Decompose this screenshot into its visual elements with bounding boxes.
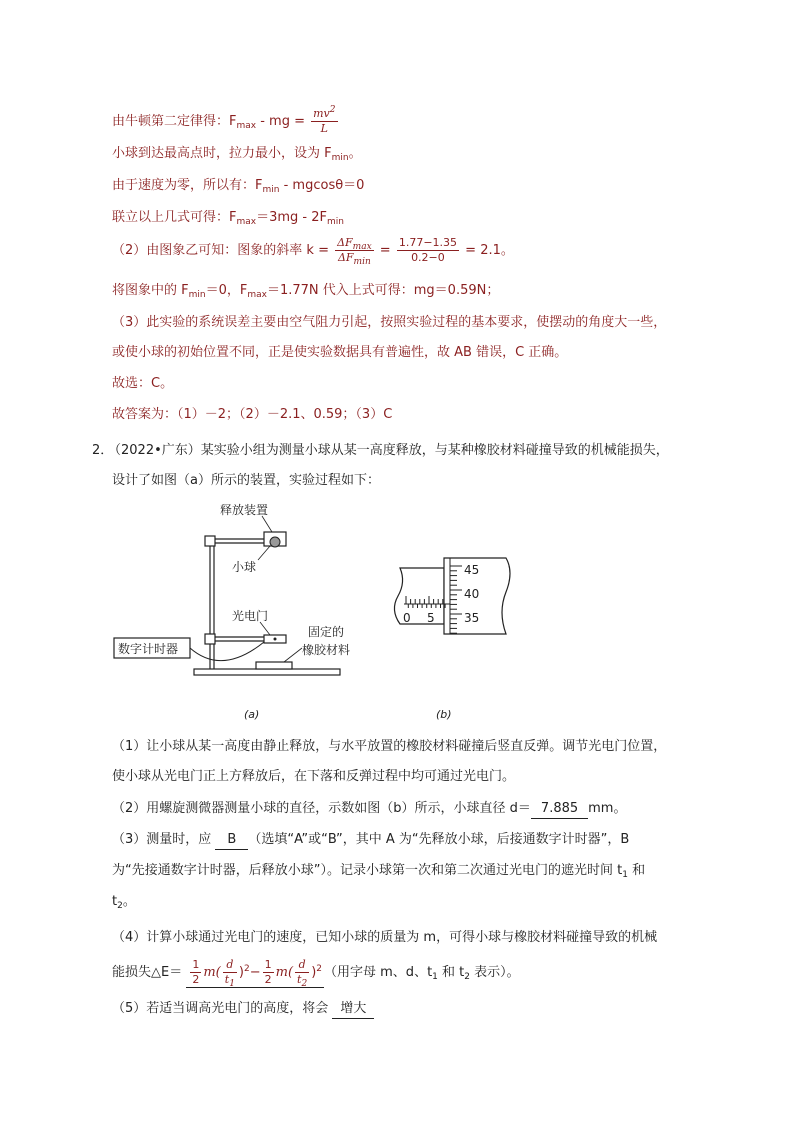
solution-line-9: 故选：C。	[112, 376, 174, 391]
gate-dot	[274, 638, 277, 641]
denominator: ΔF	[337, 251, 354, 264]
part-3-line-1	[112, 831, 629, 850]
answer-diameter: 7.885	[531, 800, 588, 819]
leader-ball	[258, 546, 270, 560]
main-label-0: 0	[403, 611, 411, 625]
subscript: 2	[117, 901, 123, 911]
text: - mg =	[256, 114, 310, 129]
numerator: 1	[192, 958, 200, 971]
text: ＝1.77N 代入上式可得：mg＝0.59N；	[266, 283, 500, 298]
numerator: d	[295, 958, 309, 973]
text: （选填“A”或“B”，其中 A 为“先释放小球，后接通数字计时器”，B	[248, 832, 630, 847]
text: 小球到达最高点时，拉力最小，设为 F	[112, 146, 332, 161]
superscript: 2	[244, 964, 250, 974]
numerator: d	[223, 958, 237, 973]
denominator: 2	[192, 973, 200, 986]
solution-line-10: 故答案为：（1）－2；（2）－2.1、0.59；（3）C	[112, 407, 393, 422]
label-rubber-2: 橡胶材料	[302, 643, 351, 657]
leader-gate	[260, 622, 270, 635]
text: - mgcosθ＝0	[279, 178, 365, 193]
rubber-material	[256, 662, 292, 669]
question-number: 2．	[92, 443, 114, 458]
text: （2）用螺旋测微器测量小球的直径，示数如图（b）所示，小球直径 d＝	[112, 801, 531, 816]
subscript: 2	[464, 972, 471, 982]
timer-cable	[190, 642, 264, 661]
fraction-mv2-over-l	[311, 107, 337, 136]
text: 和	[627, 863, 646, 878]
text: 表示）。	[470, 965, 520, 980]
text: 。	[348, 146, 362, 161]
figure-a-apparatus	[112, 498, 372, 724]
part-4-line-1: （4）计算小球通过光电门的速度，已知小球的质量为 m，可得小球与橡胶材料碰撞导致的机械	[112, 930, 658, 945]
text: m(	[203, 965, 221, 980]
text: mm。	[588, 801, 627, 816]
denominator: L	[320, 122, 328, 135]
text: −	[249, 965, 261, 980]
solution-line-6	[112, 282, 499, 300]
question-line-1: （2022•广东）某实验小组为测量小球从某一高度释放，与某种橡胶材料碰撞导致的机械能损失，	[108, 443, 669, 458]
solution-line-3	[112, 177, 364, 195]
subscript: min	[262, 185, 280, 195]
superscript: 2	[329, 105, 336, 115]
text: 和 t	[437, 965, 465, 980]
label-ball: 小球	[232, 560, 257, 574]
text: ＝3mg - 2F	[256, 210, 327, 225]
text: （2）由图象乙可知：图象的斜率 k =	[112, 243, 334, 258]
superscript: 2	[316, 964, 323, 974]
text: =	[375, 243, 395, 258]
answer-order: B	[215, 831, 248, 850]
solution-line-8: 或使小球的初始位置不同，正是使实验数据具有普遍性，故 AB 错误，C 正确。	[112, 345, 568, 360]
solution-line-4	[112, 209, 344, 227]
caption-b: (b)	[436, 708, 452, 721]
solution-line-2	[112, 145, 362, 163]
leader-release	[262, 516, 272, 532]
text: m(	[275, 965, 294, 980]
text: 由于速度为零，所以有：F	[112, 178, 263, 193]
text: 联立以上几式可得：F	[112, 210, 237, 225]
part-1-line-2: 使小球从光电门正上方释放后，在下落和反弹过程中均可通过光电门。	[112, 769, 516, 784]
subscript: 1	[622, 870, 628, 880]
subscript: 1	[432, 972, 438, 982]
numerator: 1	[264, 958, 272, 971]
text: 为“先接通数字计时器，后释放小球”）。记录小球第一次和第二次通过光电门的遮光时间 t	[112, 863, 623, 878]
numerator: mv	[313, 107, 330, 120]
subscript: min	[353, 257, 371, 267]
part-4-line-2	[112, 958, 520, 988]
question-line-2: 设计了如图（a）所示的装置，实验过程如下：	[112, 473, 380, 488]
leader-rubber	[284, 648, 302, 662]
answer-increase: 增大	[332, 1000, 374, 1019]
part-5	[112, 1000, 374, 1019]
denominator: 2	[264, 973, 272, 986]
text: （5）若适当调高光电门的高度，将会	[112, 1001, 333, 1016]
solution-line-1	[112, 107, 340, 136]
label-rubber-1: 固定的	[308, 625, 345, 639]
text: （用字母 m、d、t	[324, 965, 433, 980]
top-clamp	[205, 536, 215, 546]
main-label-5: 5	[427, 611, 435, 625]
subscript: 2	[301, 979, 308, 989]
text: 将图象中的 F	[112, 283, 189, 298]
numerator: 1.77−1.35	[398, 236, 458, 249]
figure-b-micrometer	[388, 552, 524, 724]
part-3-line-3	[112, 893, 136, 911]
thimble-label-45: 45	[464, 563, 480, 577]
ball-icon	[270, 537, 280, 547]
solution-line-5	[112, 236, 514, 265]
fraction-delta-f	[335, 236, 374, 265]
text: t	[112, 894, 118, 909]
answer-energy-loss	[186, 958, 324, 988]
subscript: max	[236, 217, 257, 227]
text: 。	[122, 894, 136, 909]
part-3-line-2	[112, 862, 645, 880]
part-2	[112, 800, 626, 819]
subscript: max	[247, 290, 267, 300]
fraction-numeric	[397, 236, 459, 265]
text: （3）测量时，应	[112, 832, 216, 847]
subscript: max	[236, 121, 257, 131]
denominator: 0.2−0	[411, 251, 445, 264]
label-timer: 数字计时器	[118, 642, 179, 656]
denominator: t	[297, 973, 302, 986]
lower-clamp	[205, 634, 215, 644]
sleeve-body	[394, 568, 444, 624]
subscript: max	[352, 242, 372, 252]
numerator: ΔF	[337, 236, 353, 249]
text: 由牛顿第二定律得：F	[112, 114, 237, 129]
text: = 2.1。	[461, 243, 514, 258]
subscript: min	[331, 153, 349, 163]
text: ＝0，F	[205, 283, 248, 298]
denominator: t	[224, 973, 230, 986]
text: )	[238, 965, 244, 980]
base-plate	[194, 669, 340, 675]
label-release-device: 释放装置	[220, 503, 269, 517]
text: 能损失△E＝	[112, 965, 183, 980]
subscript: min	[188, 290, 206, 300]
thimble-label-35: 35	[464, 611, 480, 625]
thimble-label-40: 40	[464, 587, 480, 601]
text: )	[311, 965, 317, 980]
label-gate: 光电门	[232, 609, 269, 623]
caption-a: (a)	[244, 708, 260, 721]
solution-line-7: （3）此实验的系统误差主要由空气阻力引起，按照实验过程的基本要求，使摆动的角度大一些，	[112, 315, 667, 330]
part-1-line-1: （1）让小球从某一高度由静止释放，与水平放置的橡胶材料碰撞后竖直反弹。调节光电门位置，	[112, 739, 667, 754]
subscript: min	[327, 217, 344, 227]
subscript: 1	[229, 979, 235, 989]
